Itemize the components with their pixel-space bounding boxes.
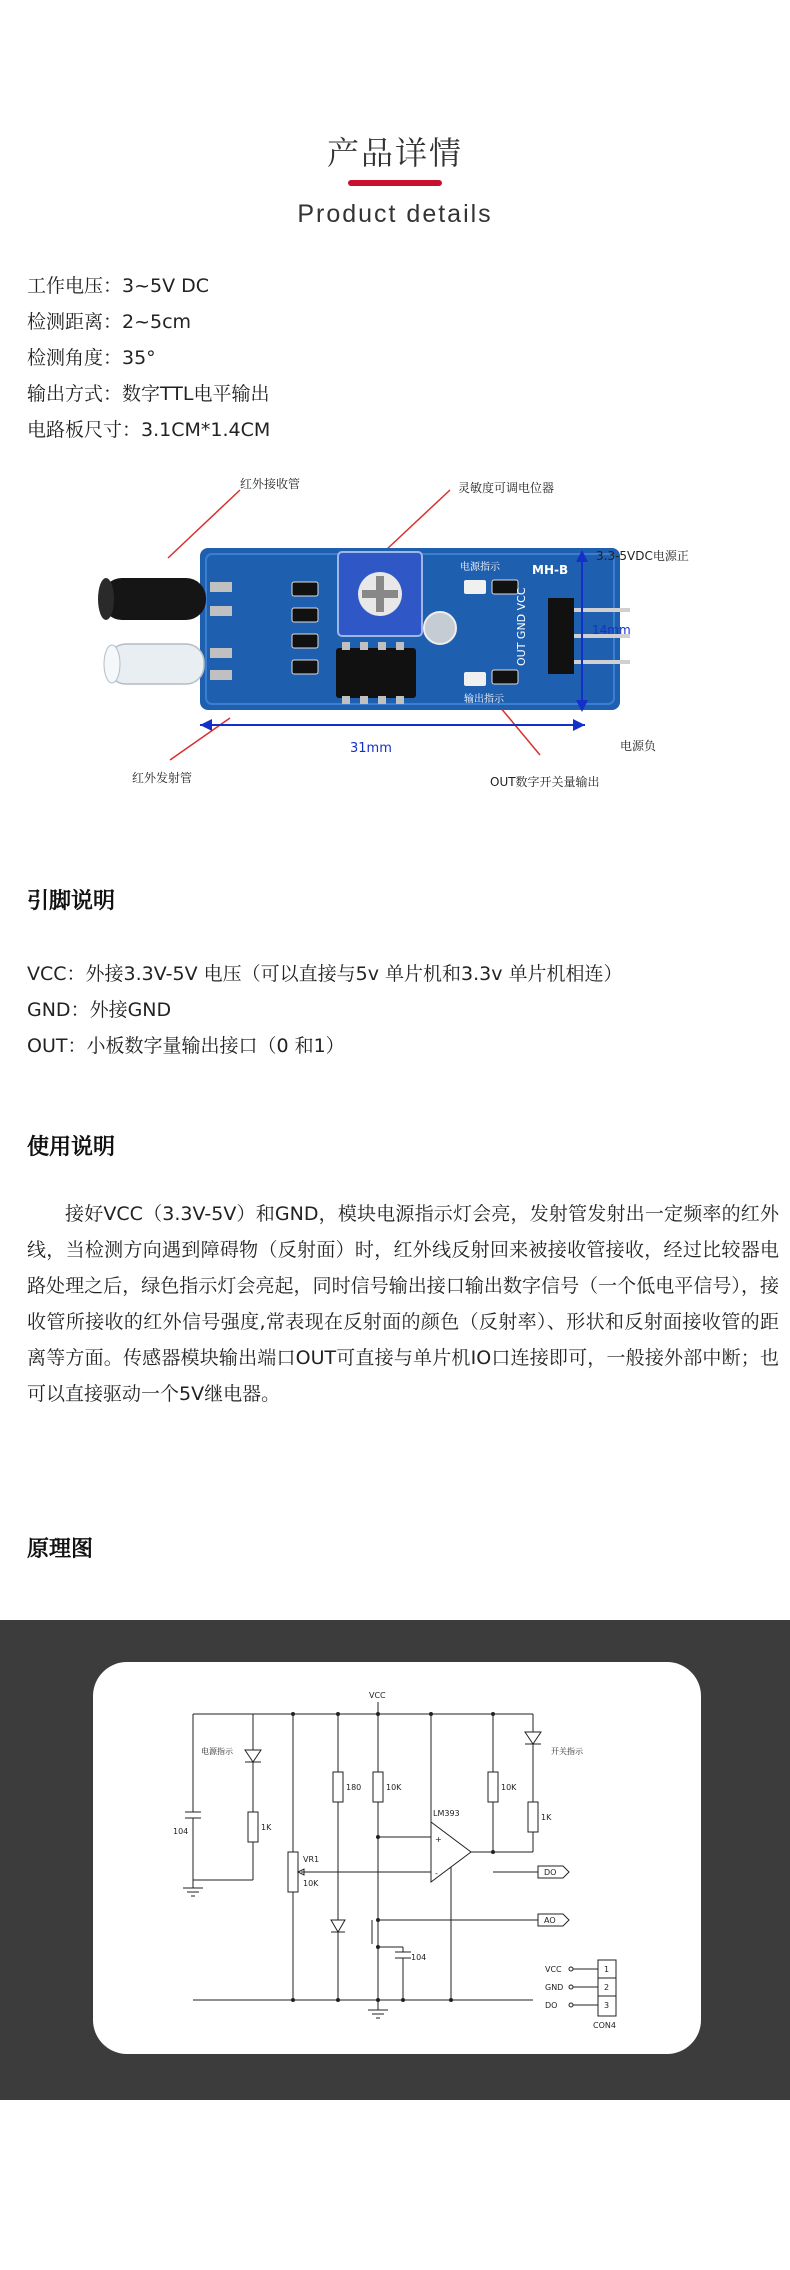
label-ground: 电源负 [620,739,657,753]
schem-r1k-right: 1K [541,1813,552,1822]
label-out-switch: OUT数字开关量输出 [490,775,600,789]
page-subtitle: Product details [297,200,493,228]
schem-ic: LM393 [433,1809,460,1818]
title-underline [348,180,442,186]
schem-r10k-a: 10K [386,1783,402,1792]
spec-distance: 检测距离：2~5cm [27,311,192,333]
spec-board-size: 电路板尺寸：3.1CM*1.4CM [27,419,271,441]
schem-r180: 180 [346,1783,362,1792]
pin-list [27,956,623,1064]
schem-con-3: 3 [604,2001,610,2010]
schem-do: DO [544,1868,557,1877]
schem-con-do: DO [545,2001,558,2010]
pin-vcc: VCC：外接3.3V-5V 电压（可以直接与5v 单片机和3.3v 单片机相连） [27,963,623,985]
usage-text: 接好VCC（3.3V-5V）和GND，模块电源指示灯会亮，发射管发射出一定频率的红外线，当检测方向遇到障碍物（反射面）时，红外线反射回来被接收管接收，经过比较器电路处理之后，绿色指示灯会亮起，同时信号输出接口输出数字信号（一个低电平信号），接收管所接收的红外信号强度,常表现在反射面的颜色（反射率）、形状和反射面接收管的距离等方面。传感器模块输出端口OUT可直接与单片机IO口连接即可，一般接外部中断；也可以直接驱动一个5V继电器。 [27,1203,779,1405]
schem-cap1: 104 [173,1827,189,1836]
schem-con-gnd: GND [545,1983,564,1992]
label-ir-emitter: 红外发射管 [132,771,193,785]
schem-switch-led: 开关指示 [551,1747,583,1756]
label-output-indicator: 输出指示 [464,694,504,705]
product-photo [60,470,740,820]
label-model: MH-B [532,563,569,577]
schem-con-1: 1 [604,1965,610,1974]
label-vcc-range: 3.3-5VDC电源正 [596,549,689,563]
pins-heading: 引脚说明 [27,889,116,914]
schem-con-2: 2 [604,1983,610,1992]
schem-cap2: 104 [411,1953,427,1962]
schematic-heading: 原理图 [27,1537,94,1562]
label-potentiometer: 灵敏度可调电位器 [458,481,555,495]
label-width: 31mm [350,741,392,756]
page-title: 产品详情 [326,134,463,172]
label-power-indicator: 电源指示 [460,562,500,573]
pin-silkscreen: OUT GND VCC [515,587,528,666]
schem-r10k-b: 10K [501,1783,517,1792]
schem-vr-val: 10K [303,1879,319,1888]
pin-out: OUT：小板数字量输出接口（0 和1） [27,1035,345,1057]
schem-ao: AO [544,1916,556,1925]
schem-con-vcc: VCC [545,1965,562,1974]
usage-heading: 使用说明 [27,1135,116,1160]
schem-power-led: 电源指示 [201,1747,233,1756]
schem-minus: - [435,1869,438,1878]
schem-con: CON4 [593,2021,616,2030]
spec-voltage: 工作电压：3~5V DC [27,275,210,297]
spec-output: 输出方式：数字TTL电平输出 [27,383,270,405]
schem-vr: VR1 [303,1855,320,1864]
spec-angle: 检测角度：35° [27,347,156,369]
schem-plus: + [435,1835,442,1844]
pin-gnd: GND：外接GND [27,999,172,1021]
schem-r1k-left: 1K [261,1823,272,1832]
schem-vcc: VCC [369,1691,386,1700]
circuit-schematic [93,1662,701,2054]
spec-list [27,268,270,448]
label-ir-receiver: 红外接收管 [240,477,301,491]
label-height: 14mm [592,623,631,637]
